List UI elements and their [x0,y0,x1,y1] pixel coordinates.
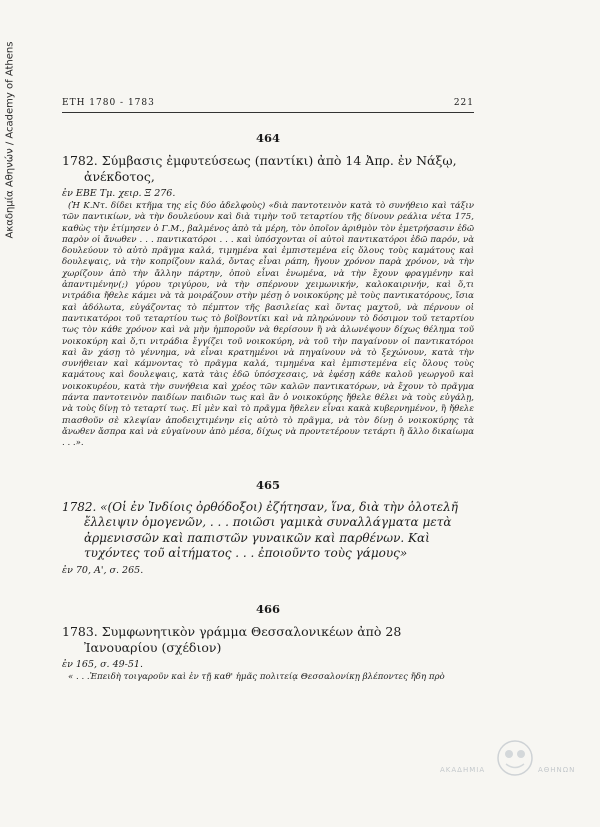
doc-464-heading: 1782. Σύμβασις ἐμφυτεύσεως (παντίκι) ἀπὸ 14 Ἀπρ. ἐν Νάξῳ, ἀνέκδοτος, [62,153,457,184]
running-head [62,98,474,108]
doc-465-source: ἐν 70, Α', σ. 265. [62,564,144,576]
running-head-years: ΕΤΗ 1780 - 1783 [62,98,155,108]
doc-464-text: (Ἡ Κ.Ντ. δίδει κτῆμα της εἰς δύο ἀδελφοὺς) «διὰ παντοτεινὸν κατὰ τὸ συνήθειο καὶ τάξιν τῶν παντικίων, νὰ τὴν δουλεύουν καὶ διὰ τιμὴν τοῦ τεταρτίου τῆς δίνουν ρεάλια νέτα 175, καθὼς τὴν ἐτίμησεν ὁ Γ.Μ., βαλμένος ἀπὸ τὰ μέρη, τὸν ὁποῖον ἀριθμὸν τὸν ἐμετρήσασιν ἐδῶ παρὸν οἱ ἄνωθεν . . . παντικατόροι . . . καὶ ὑπόσχονται οἱ αὐτοὶ παντικατόροι ἐδῶ παρόν, νὰ δουλεύουν τὸ αὐτὸ πρᾶγμα καλά, τιμημένα καὶ ἐμπιστεμένα εἰς ὅλους τοὺς καμάτους καὶ δουλεψαις, νὰ τὴν κοπρίζουν καλά, ὄντας εἶναι ράπη, ἤγουν χρόνον παρὰ χρόνον, νὰ τὴν χωρίζουν ἀπὸ τὴν ἄλλην πάρτην, ὁποὺ εἶναι ἑνωμένα, νὰ τὴν ἔχουν φραγμένην καὶ ἀπαντιμένην(;) γύρου τριγύρου, νὰ τὴν σπέρνουν χειμωνικήν, καλοκαιρινήν, καὶ ὅ,τι νιτράδια ἤθελε κάμει νὰ τὰ μοιράζουν στὴν μέσῃ ὁ νοικοκύρης μὲ τοὺς παντικατόρους, ἴσια καὶ ἀδόλωτα, εὐγάζοντας τὸ πέμπτον τῆς βασιλείας καὶ ὄντας μαχτοῦ, νὰ πέρνουν οἱ παντικατόροι τοῦ τεταρτίου τως τὸ βοϊβοντίκι καὶ νὰ πληρώνουν τὸ δόσιμον τοῦ τεταρτίου τως τὸν κάθε χρόνον καὶ νὰ μὴν ἠμποροῦν νὰ θερίσουν ἢ νὰ ἀλωνέψουν δίχως θέλημα τοῦ νοικοκύρη καὶ ὅ,τι νιτράδια ἔγγίζει τοῦ νοικοκύρη, νὰ τοῦ τὴν παγαίνουν οἱ παντικατόροι καὶ ἂν χάσῃ τὸ γέννημα, νὰ εἶναι κρατημένοι νὰ πηγαίνουν νὰ τὸ ξεχώνουν, κατὰ τὴν συνήθειαν καὶ κάμνοντας τὸ πρᾶγμα καλά, τιμημένα καὶ ἐμπιστεμένα εἰς ὅλους τοὺς καμάτους καὶ δουλεψαις, κατὰ τὰις ἐδῶ ὑπόσχεσαις, νὰ ἐφέσῃ κάθε καλοῦ γεωργοῦ καὶ νοικοκυρέου, κατὰ τὴν συνήθεια καὶ χρέος τῶν καλῶν παντικατόρων, νὰ ἔχουν τὸ πρᾶγμα πάντα παντοτεινὸν παιδίων παιδιῶν τως καὶ ἂν ὁ νοικοκύρης ἤθελε θέλει νὰ τοὺς εὐγάλῃ, νὰ τοὺς δίνῃ τὸ τεταρτί τως. Εἰ μὲν καὶ τὸ πρᾶγμα ἤθελεν εἶναι κακὰ κυβερνημένον, ἢ ἤθελε πιασθοῦν σὲ κλεψίαν ἀποδειχτιμένην εἰς αὐτὸ τὸ πρᾶγμα, νὰ τὸν δίνῃ ὁ νοικοκύρης τὰ ἄνωθεν ἄσπρα καὶ νὰ εὐγαίνουν ἀπὸ μέσα, δίχως νὰ προντετέρουν τετάρτι ἢ ἄλλο δικαίωμα . . .». [62,201,474,449]
page-number: 221 [453,98,474,108]
owl-emblem-icon [440,738,590,784]
doc-number-465: 465 [255,477,280,492]
document-page [62,98,474,683]
doc-466-source: ἐν 165, σ. 49-51. [62,658,143,670]
watermark-text-right: ΑΘΗΝΩΝ [538,766,576,774]
header-rule [62,112,474,113]
doc-464-source: ἐν ΕΒΕ Τμ. χειρ. Ξ 276. [62,188,176,199]
archive-side-label-text: Ακαδημία Αθηνών / Academy of Athens [4,41,16,239]
doc-number-466: 466 [255,601,280,616]
archive-side-label [3,30,17,250]
section-465 [62,478,474,576]
watermark-text-left: ΑΚΑΔΗΜΙΑ [440,766,486,774]
doc-465-excerpt: 1782. «(Οἱ ἐν Ἰνδίοις ὀρθόδοξοι) ἐζήτησαν, ἵνα, διὰ τὴν ὁλοτελῆ ἔλλειψιν ὁμογενῶν, . . . ποιῶσι γαμικὰ συναλλάγματα μετὰ ἀρμενισσῶν καὶ παπιστῶν γυναικῶν καὶ παρθένων. Καὶ τυχόντες τοῦ αἰτήματος . . . ἐποιοῦντο τοὺς γάμους» [62,499,458,561]
academy-watermark-logo [440,738,590,784]
doc-number-464: 464 [255,131,280,145]
section-466 [62,602,474,683]
doc-466-heading: 1783. Συμφωνητικὸν γράμμα Θεσσαλονικέων ἀπὸ 28 Ἰανουαρίου (σχέδιον) [62,623,402,655]
doc-466-text: « . . .Ἐπειδὴ τοιγαροῦν καὶ ἐν τῇ καθ' ἡμᾶς πολιτείᾳ Θεσσαλονίκῃ βλέποντες ἤδη πρὸ [68,671,445,682]
